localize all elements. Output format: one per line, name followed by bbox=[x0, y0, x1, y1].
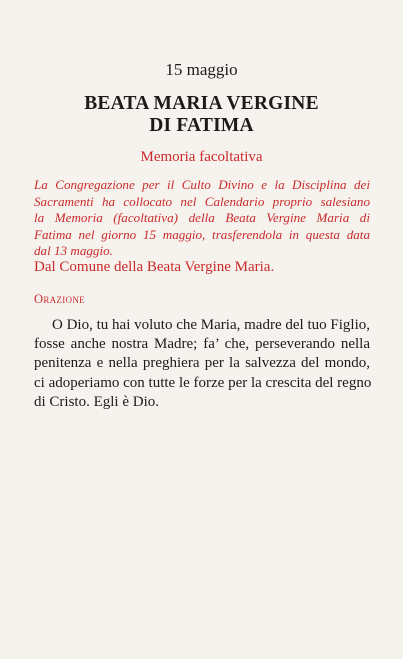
prayer-line: penitenza e nella preghiera per la salvezza del mondo, bbox=[34, 355, 370, 372]
prayer-line: fosse anche nostra Madre; fa’ che, perseverando nella bbox=[34, 336, 370, 353]
common-reference: Dal Comune della Beata Vergine Maria. bbox=[34, 259, 275, 275]
rubric-note-line: Sacramenti ha collocato nel Calendario proprio salesiano bbox=[34, 193, 370, 209]
feast-title-line-2: DI FATIMA bbox=[149, 115, 254, 136]
feast-title bbox=[0, 93, 403, 137]
feast-date: 15 maggio bbox=[165, 60, 238, 79]
rubric-note bbox=[34, 177, 370, 260]
prayer-line: O Dio, tu hai voluto che Maria, madre del tuo Figlio, bbox=[52, 317, 370, 333]
celebration-rank: Memoria facoltativa bbox=[140, 149, 263, 165]
prayer-line: di Cristo. Egli è Dio. bbox=[34, 393, 159, 410]
feast-title-line-1: BEATA MARIA VERGINE bbox=[84, 93, 319, 114]
rubric-note-line: Fatima nel giorno 15 maggio, trasferendola in questa data bbox=[34, 226, 370, 242]
prayer-line: ci adoperiamo con tutte le forze per la crescita del regno bbox=[34, 374, 372, 391]
prayer-text bbox=[34, 316, 370, 412]
rubric-note-line: La Congregazione per il Culto Divino e la Disciplina dei bbox=[34, 177, 370, 192]
rubric-note-line: dal 13 maggio. bbox=[34, 243, 113, 258]
rubric-note-line: la Memoria (facoltativa) della Beata Vergine Maria di bbox=[34, 210, 370, 225]
prayer-heading: Orazione bbox=[34, 292, 85, 306]
